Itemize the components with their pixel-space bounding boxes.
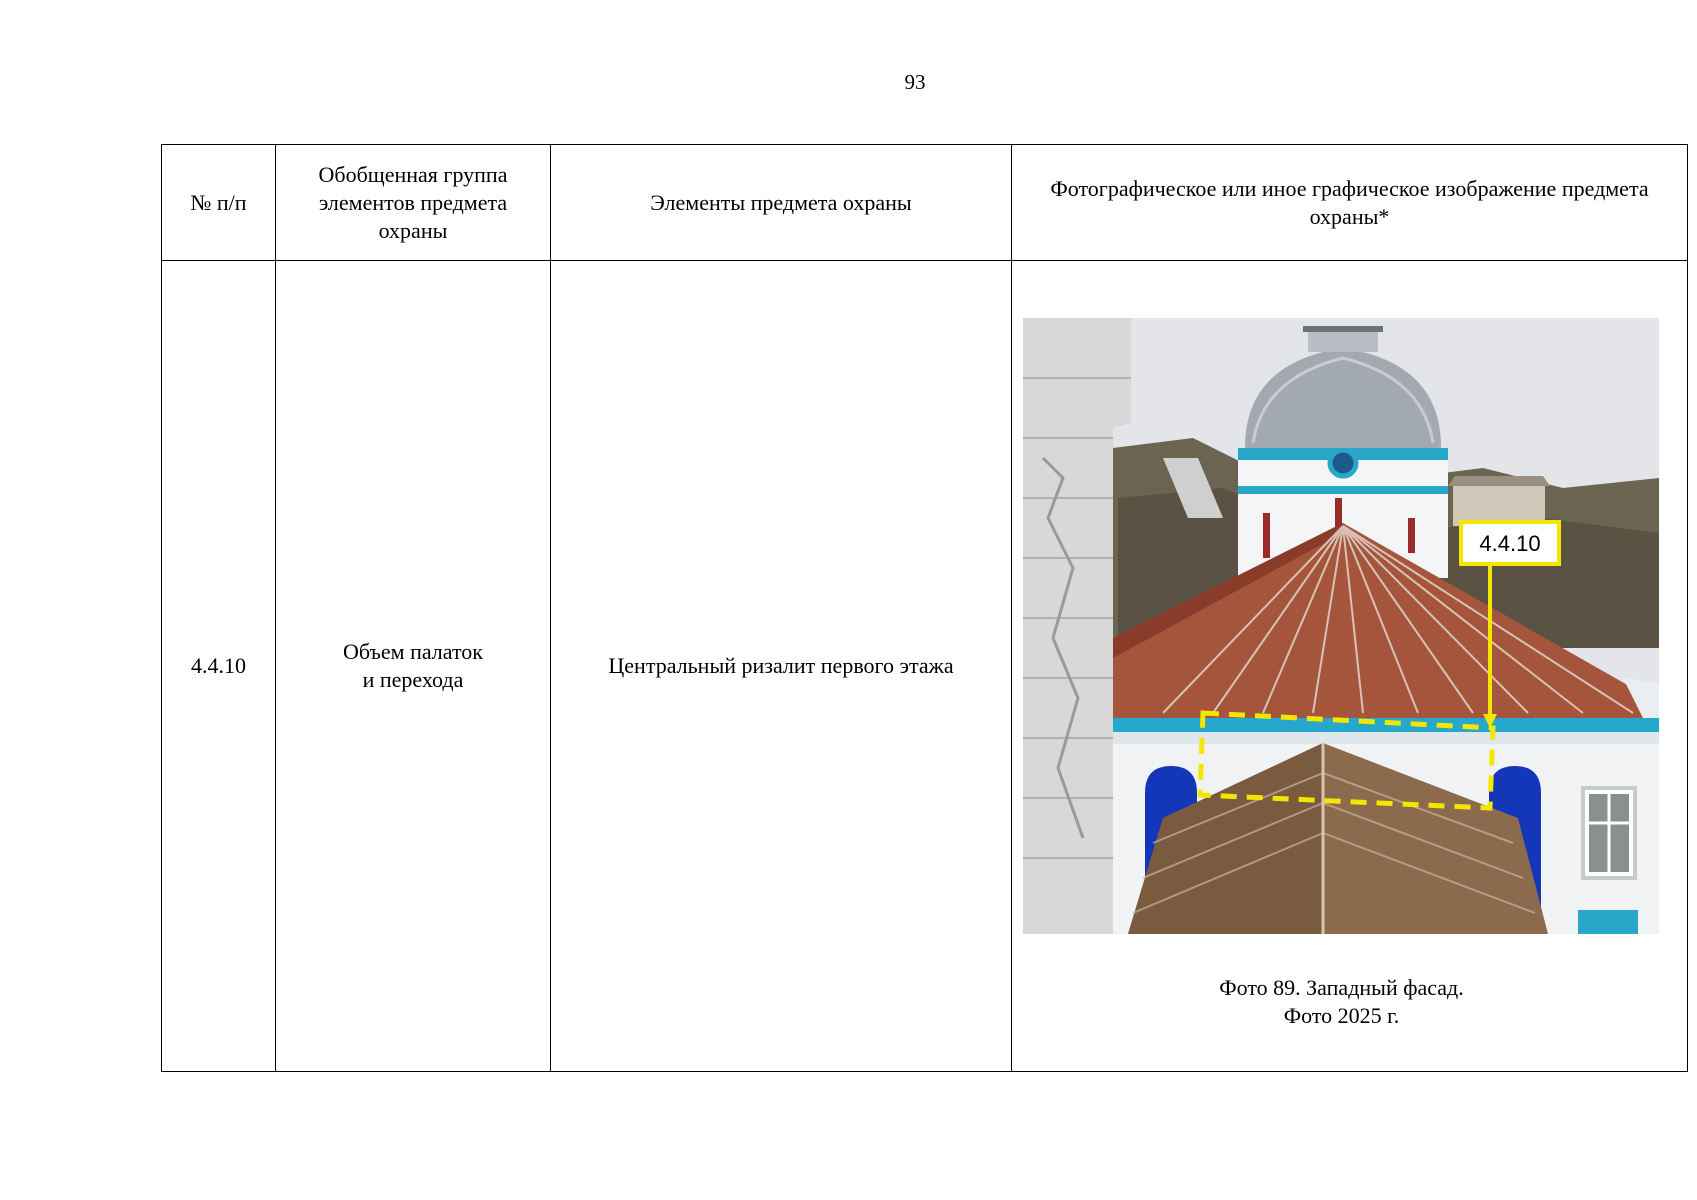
photo-marker-label: 4.4.10 — [1479, 531, 1541, 556]
row-group-line2: и перехода — [362, 667, 464, 692]
page-number: 93 — [904, 70, 926, 94]
row-number: 4.4.10 — [162, 261, 276, 1072]
photo-caption — [1012, 974, 1671, 1030]
table-row — [162, 261, 1688, 1072]
row-group-line1: Объем палаток — [342, 639, 483, 664]
building-photo — [1023, 318, 1659, 934]
row-photo-cell — [1012, 261, 1688, 1072]
header-image: Фотографическое или иное графическое изображение предмета охраны* — [1012, 145, 1688, 261]
header-elements: Элементы предмета охраны — [551, 145, 1012, 261]
header-number: № п/п — [162, 145, 276, 261]
building-photo-illustration — [1023, 318, 1659, 934]
header-group: Обобщенная группа элементов предмета охраны — [276, 145, 551, 261]
photo-caption-line1: Фото 89. Западный фасад. — [1219, 975, 1464, 1000]
photo-caption-line2: Фото 2025 г. — [1283, 1003, 1400, 1028]
heritage-elements-table — [161, 144, 1688, 1072]
row-group — [276, 261, 551, 1072]
table-header-row — [162, 145, 1688, 261]
row-element: Центральный ризалит первого этажа — [551, 261, 1012, 1072]
